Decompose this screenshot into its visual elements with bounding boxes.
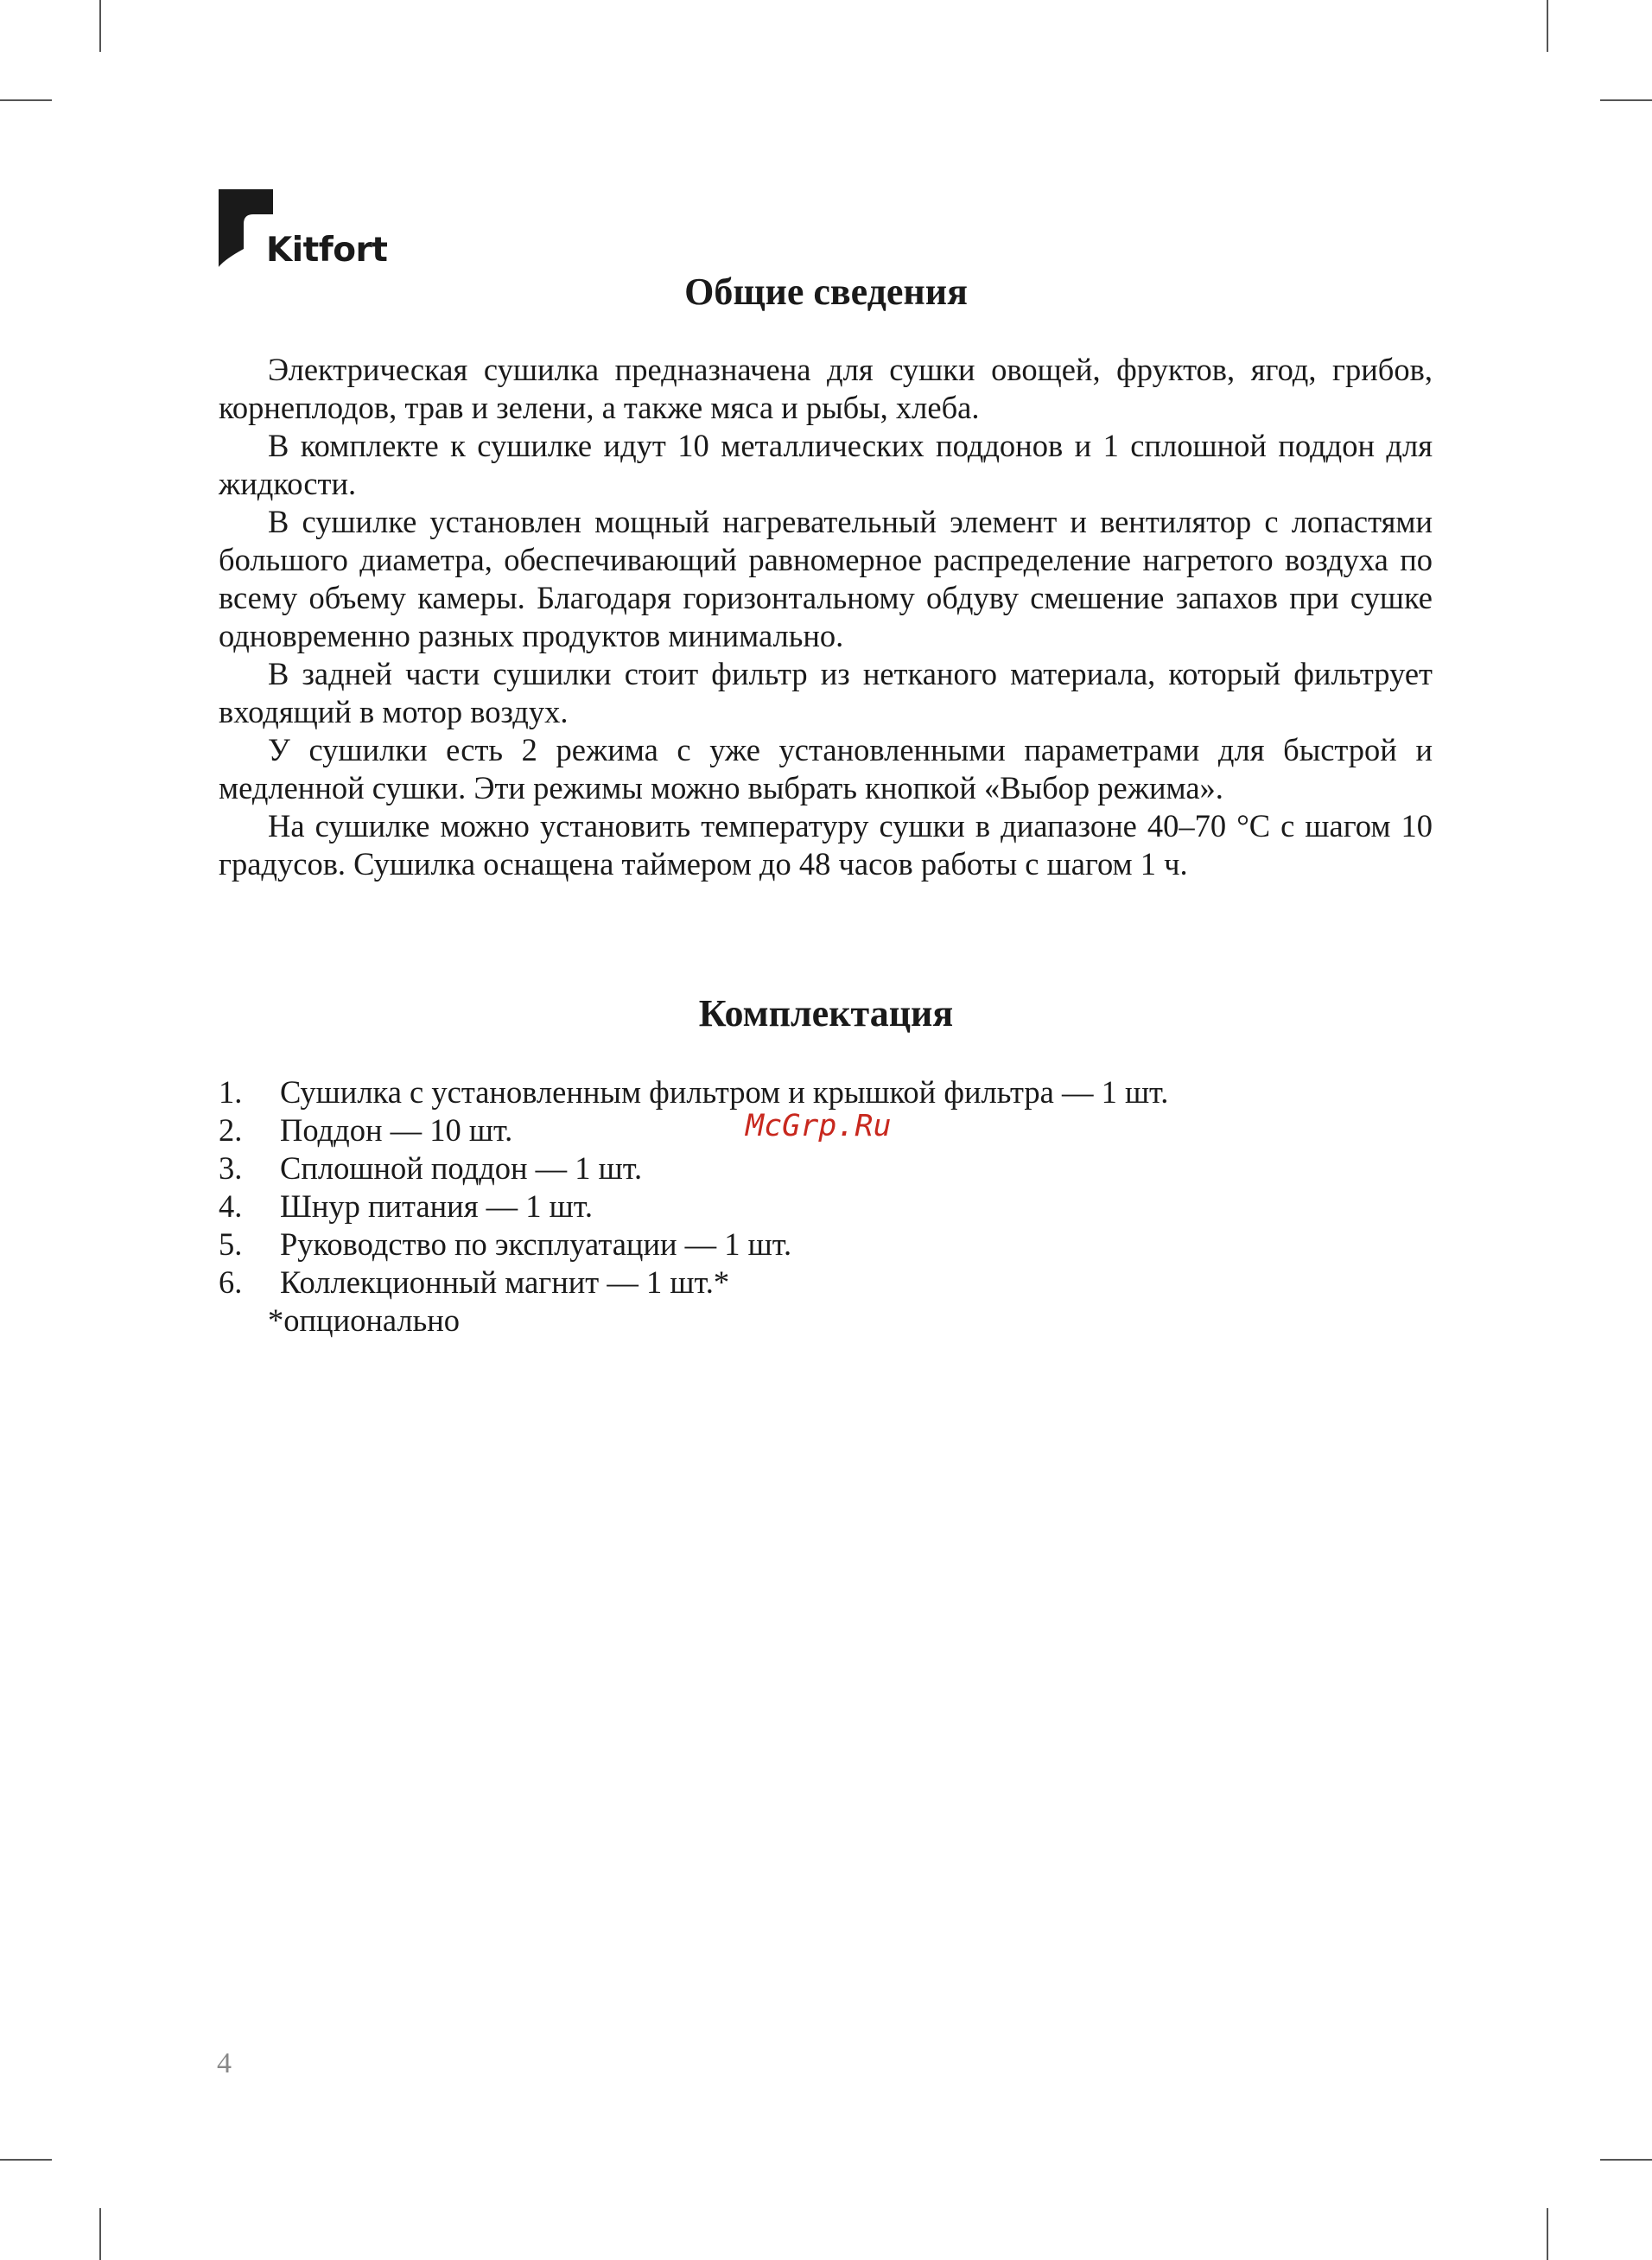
- crop-mark: [1600, 99, 1652, 101]
- list-text: Поддон — 10 шт.: [280, 1112, 513, 1148]
- list-item: [219, 1149, 1433, 1187]
- paragraph: На сушилке можно установить температуру сушки в диапазоне 40–70 °C с шагом 10 градусов. Сушилка оснащена таймером до 48 часов работы с шагом 1 ч.: [219, 808, 1433, 882]
- paragraph: В комплекте к сушилке идут 10 металлических поддонов и 1 сплошной поддон для жидкости.: [219, 428, 1433, 501]
- list-text: Сушилка с установленным фильтром и крышкой фильтра — 1 шт.: [280, 1074, 1169, 1110]
- list-text: Шнур питания — 1 шт.: [280, 1188, 594, 1224]
- list-text: Коллекционный магнит — 1 шт.*: [280, 1264, 730, 1300]
- paragraph: В сушилке установлен мощный нагревательный элемент и вентилятор с лопастями большого диаметра, обеспечивающий равномерное распределение нагретого воздуха по всему объему камеры. Благодаря горизонтальному обдуву смешение запахов при сушке одновременно разных продуктов минимально.: [219, 504, 1433, 653]
- crop-mark: [1547, 2208, 1548, 2260]
- list-number: 3.: [219, 1150, 243, 1186]
- list-number: 4.: [219, 1188, 243, 1224]
- crop-mark: [0, 99, 52, 101]
- paragraph: У сушилки есть 2 режима с уже установленными параметрами для быстрой и медленной сушки. Эти режимы можно выбрать кнопкой «Выбор режима».: [219, 732, 1433, 805]
- watermark: McGrp.Ru: [746, 1109, 892, 1143]
- crop-mark: [0, 2159, 52, 2161]
- crop-mark: [1547, 0, 1548, 52]
- list-number: 2.: [219, 1112, 243, 1148]
- general-body: [219, 351, 1433, 883]
- list-item: [219, 1225, 1433, 1264]
- logo-text: Kitfort: [266, 231, 388, 270]
- footnote: *опционально: [268, 1302, 461, 1338]
- paragraph: В задней части сушилки стоит фильтр из нетканого материала, который фильтрует входящий в мотор воздух.: [219, 656, 1433, 729]
- paragraph: Электрическая сушилка предназначена для сушки овощей, фруктов, ягод, грибов, корнеплодов, трав и зелени, а также мяса и рыбы, хлеба.: [219, 352, 1433, 425]
- section-title-general: Общие сведения: [684, 271, 968, 313]
- list-item: [219, 1073, 1433, 1111]
- list-number: 5.: [219, 1226, 243, 1262]
- crop-mark: [1600, 2159, 1652, 2161]
- list-number: 6.: [219, 1264, 243, 1300]
- crop-mark: [99, 2208, 101, 2260]
- list-item: [219, 1187, 1433, 1225]
- list-text: Руководство по эксплуатации — 1 шт.: [280, 1226, 792, 1262]
- page-number: 4: [217, 2047, 232, 2079]
- section-title-contents: Комплектация: [698, 992, 954, 1035]
- list-item: [219, 1264, 1433, 1302]
- list-number: 1.: [219, 1074, 243, 1110]
- list-text: Сплошной поддон — 1 шт.: [280, 1150, 643, 1186]
- crop-mark: [99, 0, 101, 52]
- kitfort-logo: [216, 188, 389, 271]
